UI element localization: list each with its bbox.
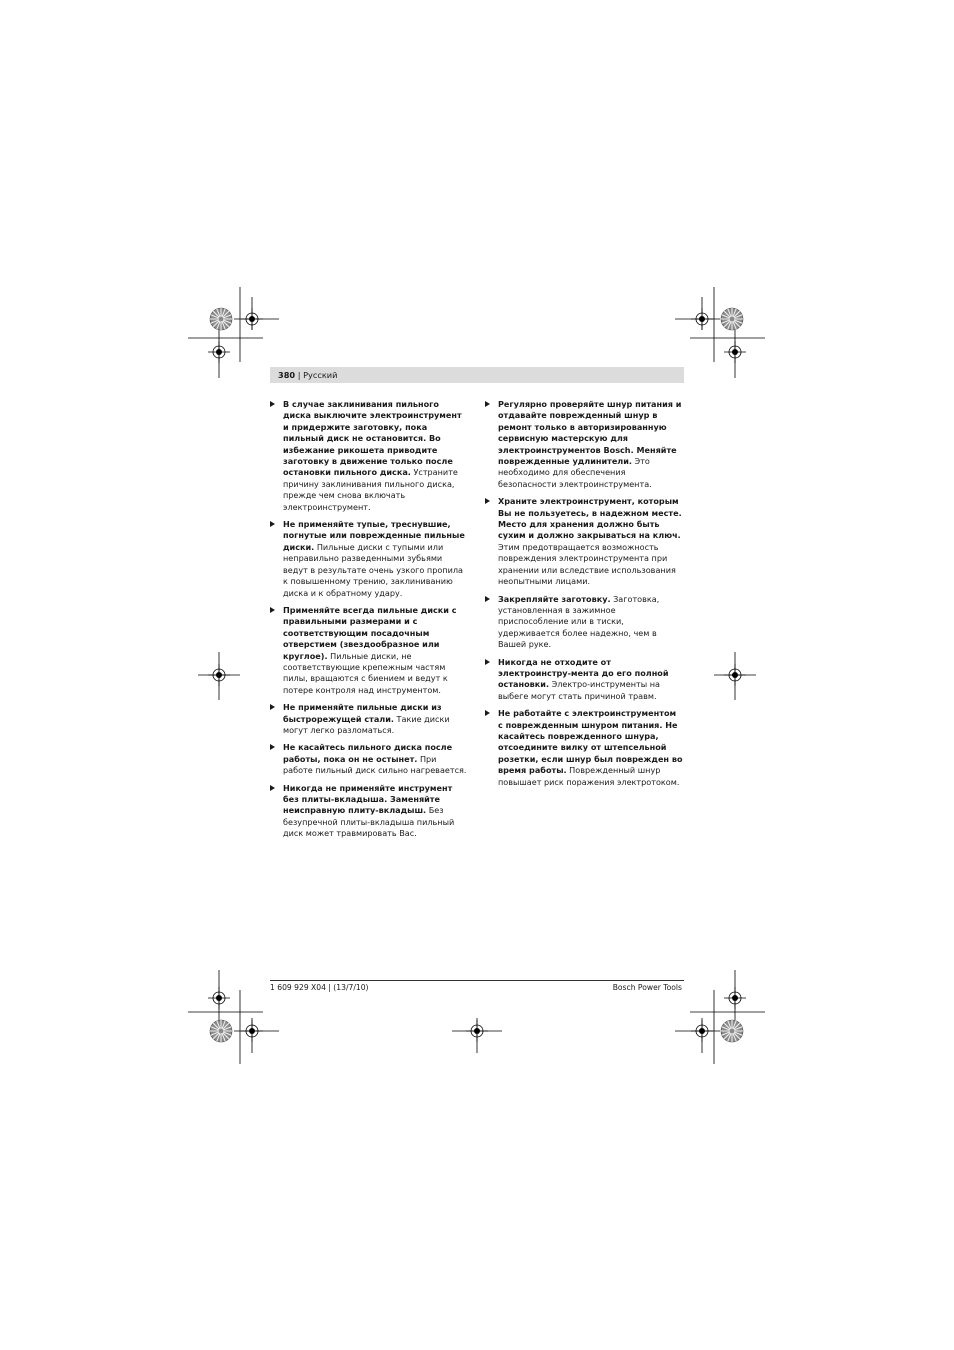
footer-divider	[270, 980, 684, 981]
bullet-arrow-icon	[270, 785, 275, 791]
safety-item	[270, 702, 468, 736]
safety-warning-bold: Не применяйте тупые, треснувшие, погнутые или поврежденные пильные диски.	[283, 519, 465, 552]
safety-item	[485, 708, 683, 788]
footer-brand: Bosch Power Tools	[612, 983, 682, 992]
safety-warning-bold: Применяйте всегда пильные диски с правильными размерами и с соответствующим посадочным отверстием (звездообразное или круглое).	[283, 604, 457, 661]
safety-explanation: Этим предотвращается возможность повреждения электроинструмента при хранении или вследствие использования неопытными лицами.	[498, 541, 676, 587]
safety-warning-bold: Храните электроинструмент, которым Вы не пользуетесь, в надежном месте. Место для хранения должно быть сухим и должно закрываться на ключ.	[498, 496, 682, 541]
bullet-arrow-icon	[485, 401, 490, 407]
safety-item	[485, 657, 683, 703]
bullet-arrow-icon	[270, 607, 275, 613]
safety-explanation: При работе пильный диск сильно нагревается.	[283, 753, 467, 776]
safety-item	[485, 496, 683, 587]
safety-item	[485, 399, 683, 490]
crop-mark-bottom-right	[675, 970, 765, 1064]
safety-warning-bold: Не работайте с электроинструментом с поврежденным шнуром питания. Не касайтесь поврежденного шнура, отсоедините вилку от штепсельной розетки, если шнур был поврежден во время работы.	[498, 708, 683, 776]
bullet-arrow-icon	[270, 521, 275, 527]
safety-explanation: Такие диски могут легко разломаться.	[283, 713, 450, 735]
safety-item	[270, 399, 468, 513]
crop-mark-top-left	[188, 287, 279, 378]
left-column	[270, 399, 468, 846]
safety-warning-bold: Закрепляйте заготовку.	[498, 593, 611, 604]
safety-warning-bold: Никогда не применяйте инструмент без плиты-вкладыша. Заменяйте неисправную плиту-вкладыш.	[283, 782, 453, 816]
safety-explanation: Поврежденный шнур повышает риск поражения электротоком.	[498, 765, 680, 787]
footer-document-code: 1 609 929 X04 | (13/7/10)	[270, 983, 369, 992]
safety-warning-bold: В случае заклинивания пильного диска выключите электроинструмент и придержите заготовку, пока пильный диск не остановится. Во избежание рикошета приводите заготовку в движение только после остановки пильного диска.	[283, 399, 462, 478]
safety-explanation: Это необходимо для обеспечения безопасности электроинструмента.	[498, 456, 652, 489]
safety-item	[270, 519, 468, 599]
bullet-arrow-icon	[485, 596, 490, 602]
bullet-arrow-icon	[270, 744, 275, 750]
safety-warning-bold: Никогда не отходите от электроинстру-мента до его полной остановки.	[498, 656, 669, 690]
section-language: Русский	[303, 370, 338, 380]
crop-mark-middle-right	[714, 652, 756, 700]
bullet-arrow-icon	[270, 401, 275, 407]
right-column	[485, 399, 683, 794]
safety-warning-bold: Не касайтесь пильного диска после работы, пока он не остынет.	[283, 742, 453, 764]
safety-item	[270, 605, 468, 696]
safety-item	[485, 594, 683, 651]
header-separator: |	[297, 370, 301, 380]
crop-mark-bottom-center	[452, 1018, 502, 1053]
bullet-arrow-icon	[485, 659, 490, 665]
safety-explanation: Пильные диски с тупыми или неправильно разведенными зубьями ведут в результате очень узкого пропила к повышенному трению, заклиниванию диска и к обратному удару.	[283, 541, 463, 598]
bullet-arrow-icon	[485, 710, 490, 716]
crop-mark-middle-left	[198, 652, 240, 700]
safety-explanation: Пильные диски, не соответствующие крепежным частям пилы, вращаются с биением и ведут к потере контроля над инструментом.	[283, 650, 448, 695]
safety-explanation: Без безупречной плиты-вкладыша пильный диск может травмировать Вас.	[283, 805, 455, 839]
safety-warning-bold: Регулярно проверяйте шнур питания и отдавайте поврежденный шнур в ремонт только в авторизированную сервисную мастерскую для электроинструментов Bosch. Меняйте поврежденные удлинители.	[498, 399, 682, 467]
page-number: 380	[278, 370, 296, 380]
safety-explanation: Заготовка, установленная в зажимное приспособление или в тиски, удерживается более надежно, чем в Вашей руке.	[498, 593, 660, 650]
safety-item	[270, 783, 468, 840]
page-header	[270, 367, 684, 383]
safety-explanation: Электро-инструменты на выбеге могут стать причиной травм.	[498, 679, 660, 701]
safety-warning-bold: Не применяйте пильные диски из быстрорежущей стали.	[283, 702, 442, 724]
bullet-arrow-icon	[270, 704, 275, 710]
safety-item	[270, 742, 468, 776]
crop-mark-bottom-left	[188, 970, 279, 1064]
crop-mark-top-right	[675, 287, 765, 378]
safety-explanation: Устраните причину заклинивания пильного диска, прежде чем снова включать электроинструмент.	[283, 467, 458, 512]
bullet-arrow-icon	[485, 498, 490, 504]
